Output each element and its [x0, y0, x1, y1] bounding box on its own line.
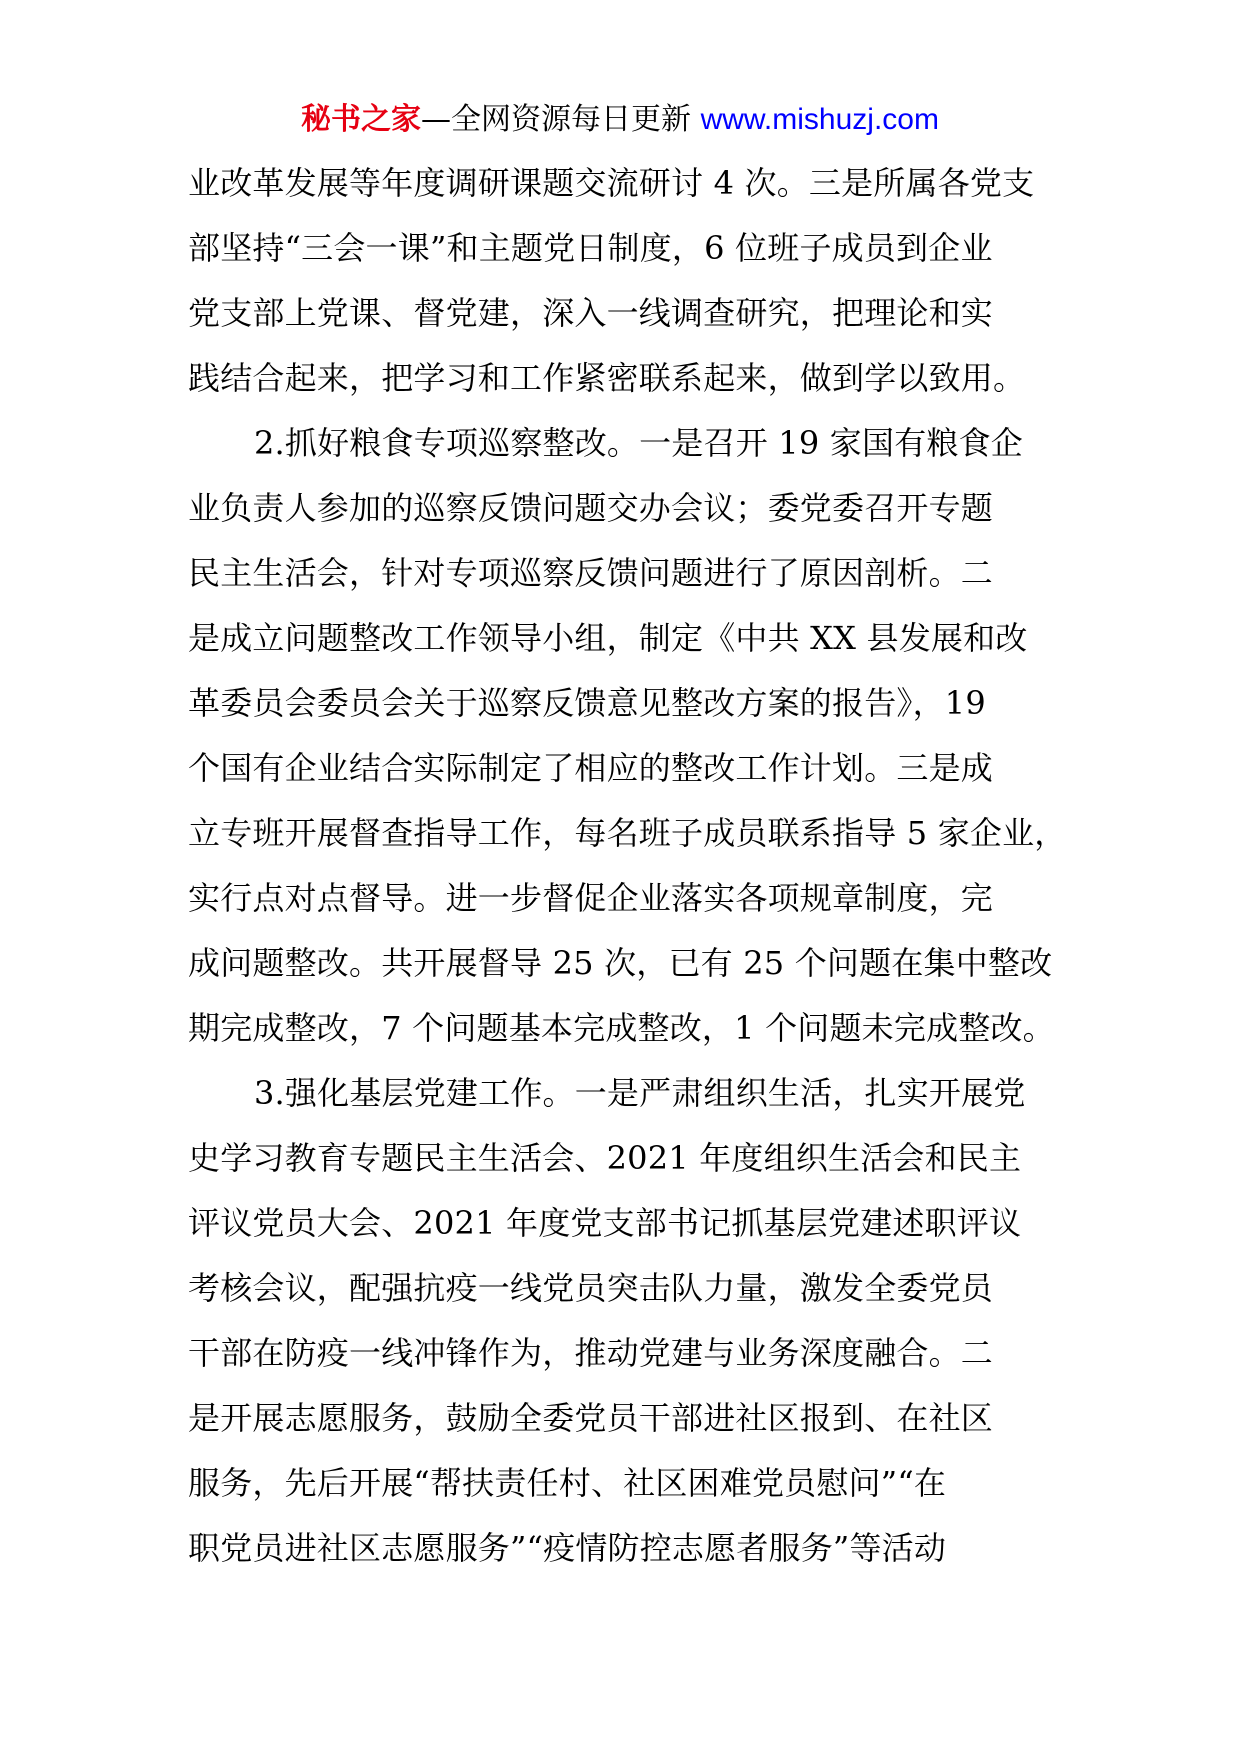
- site-url-link[interactable]: www.mishuzj.com: [700, 103, 939, 136]
- text-line: 职党员进社区志愿服务”“疫情防控志愿者服务”等活动: [188, 1529, 947, 1567]
- header-tagline: —全网资源每日更新: [421, 102, 692, 137]
- paragraph-start-line: 3.强化基层党建工作。一是严肃组织生活，扎实开展党: [254, 1074, 1026, 1112]
- text-line: 服务，先后开展“帮扶责任村、社区困难党员慰问”“在: [188, 1464, 947, 1502]
- text-line: 评议党员大会、2021 年度党支部书记抓基层党建述职评议: [188, 1204, 1022, 1242]
- text-line: 民主生活会，针对专项巡察反馈问题进行了原因剖析。二: [188, 554, 994, 592]
- text-line: 实行点对点督导。进一步督促企业落实各项规章制度，完: [188, 879, 994, 917]
- page-header: [0, 100, 1240, 140]
- text-line: 是成立问题整改工作领导小组，制定《中共 XX 县发展和改: [188, 619, 1028, 657]
- text-line: 业改革发展等年度调研课题交流研讨 4 次。三是所属各党支: [188, 164, 1035, 202]
- text-line: 考核会议，配强抗疫一线党员突击队力量，激发全委党员: [188, 1269, 994, 1307]
- text-line: 践结合起来，把学习和工作紧密联系起来，做到学以致用。: [188, 359, 1026, 397]
- text-line: 史学习教育专题民主生活会、2021 年度组织生活会和民主: [188, 1139, 1022, 1177]
- text-line: 业负责人参加的巡察反馈问题交办会议；委党委召开专题: [188, 489, 994, 527]
- paragraph-start-line: 2.抓好粮食专项巡察整改。一是召开 19 家国有粮食企: [254, 424, 1023, 462]
- text-line: 部坚持“三会一课”和主题党日制度，6 位班子成员到企业: [188, 229, 993, 267]
- text-line: 期完成整改，7 个问题基本完成整改，1 个问题未完成整改。: [188, 1009, 1055, 1047]
- text-line: 个国有企业结合实际制定了相应的整改工作计划。三是成: [188, 749, 994, 787]
- text-line: 是开展志愿服务，鼓励全委党员干部进社区报到、在社区: [188, 1399, 994, 1437]
- brand-name: 秘书之家: [301, 102, 422, 137]
- text-line: 革委员会委员会关于巡察反馈意见整改方案的报告》，19: [188, 684, 986, 722]
- text-line: 党支部上党课、督党建，深入一线调查研究，把理论和实: [188, 294, 994, 332]
- document-body: [188, 163, 1088, 1593]
- text-line: 成问题整改。共开展督导 25 次，已有 25 个问题在集中整改: [188, 944, 1053, 982]
- text-line: 干部在防疫一线冲锋作为，推动党建与业务深度融合。二: [188, 1334, 994, 1372]
- text-line: 立专班开展督查指导工作，每名班子成员联系指导 5 家企业，: [188, 814, 1067, 852]
